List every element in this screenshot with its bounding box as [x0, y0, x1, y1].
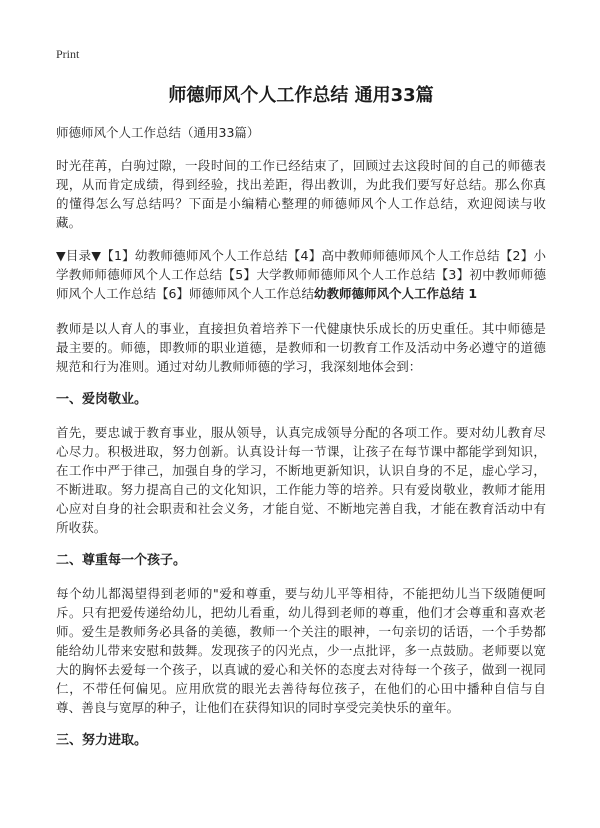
- body-paragraph-3: 每个幼儿都渴望得到老师的"爱和尊重，要与幼儿平等相待，不能把幼儿当下级随便呵斥。只有把爱传递给幼儿，把幼儿看重，幼儿得到老师的尊重，他们才会尊重和喜欢老师。爱生是教师务必具备的美德，教师一个关注的眼神，一句亲切的话语，一个手势都能给幼儿带来安慰和鼓舞。发现孩子的闪光点，少一点批评，多一点鼓励。老师要以宽大的胸怀去爱每一个孩子，以真诚的爱心和关怀的态度去对待每一个孩子，做到一视同仁，不带任何偏见。应用欣赏的眼光去善待每位孩子，在他们的心田中播种自信与自尊、善良与宽厚的种子，让他们在获得知识的同时享受完美快乐的童年。: [56, 586, 546, 715]
- toc-item-5[interactable]: 【5】大学教师师德师风个人工作总结: [222, 267, 436, 282]
- toc-item-6[interactable]: 【6】师德师风个人工作总结: [156, 286, 314, 301]
- section-heading-3: 三、努力进取。: [56, 733, 148, 748]
- section-heading-1: 一、爱岗敬业。: [56, 392, 148, 407]
- document-subtitle: 师德师风个人工作总结（通用33篇）: [56, 125, 260, 140]
- toc-prefix: ▼目录▼: [56, 248, 102, 263]
- section-heading-2: 二、尊重每一个孩子。: [56, 553, 187, 568]
- toc-item-2[interactable]: 【2】小学教师师德师风个人工作总结: [56, 248, 546, 282]
- toc-item-3[interactable]: 【3】初中教师师德师风个人工作总结: [56, 267, 546, 301]
- toc-section-heading: 幼教师德师风个人工作总结 1: [313, 286, 478, 301]
- body-paragraph-2: 首先，要忠诚于教育事业，服从领导，认真完成领导分配的各项工作。要对幼儿教育尽心尽力。积极进取，努力创新。认真设计每一节课，让孩子在每节课中都能学到知识，在工作中严于律己，加强自身的学习，不断地更新知识，认识自身的不足，虚心学习，不断进取。努力提高自己的文化知识，工作能力等的培养。只有爱岗敬业，教师才能用心应对自身的社会职责和社会义务，才能自觉、不断地完善自我，才能在教育活动中有所收获。: [56, 425, 546, 535]
- print-link[interactable]: Print: [56, 47, 80, 61]
- intro-paragraph: 时光荏苒，白驹过隙，一段时间的工作已经结束了，回顾过去这段时间的自己的师德表现，从而肯定成绩，得到经验，找出差距，得出教训，为此我们要写好总结。那么你真的懂得怎么写总结吗？下面是小编精心整理的师德师风个人工作总结，欢迎阅读与收藏。: [56, 158, 546, 230]
- toc-item-1[interactable]: 【1】幼教师德师风个人工作总结: [101, 248, 288, 263]
- body-paragraph-1: 教师是以人育人的事业，直接担负着培养下一代健康快乐成长的历史重任。其中师德是最主要的。师德，即教师的职业道德，是教师和一切教育工作及活动中务必遵守的道德规范和行为准则。通过对幼儿教师师德的学习，我深刻地体会到：: [56, 321, 546, 374]
- toc-item-4[interactable]: 【4】高中教师师德师风个人工作总结: [287, 248, 500, 263]
- document-title: 师德师风个人工作总结 通用33篇: [168, 85, 434, 106]
- table-of-contents: [56, 246, 546, 303]
